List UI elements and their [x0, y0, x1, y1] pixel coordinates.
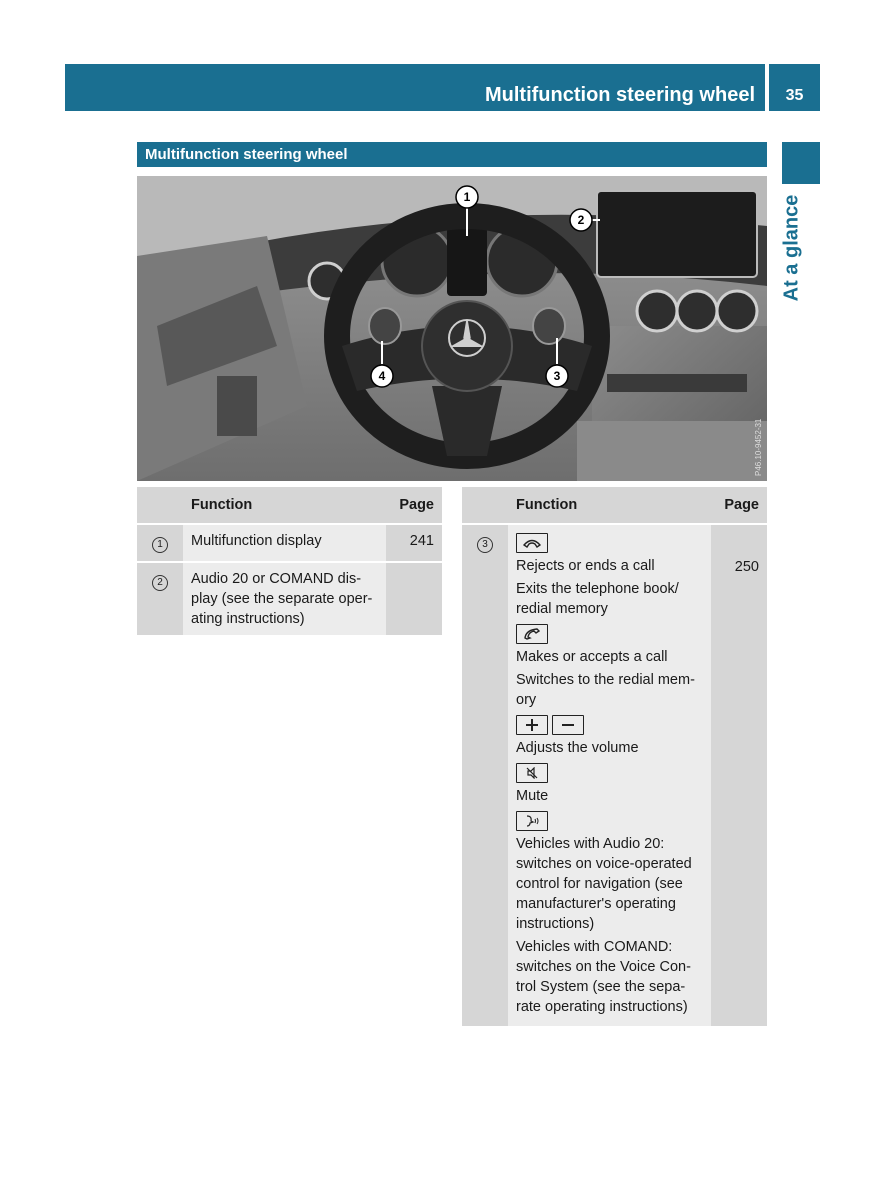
steering-wheel-photo	[137, 176, 767, 481]
header-title: Multifunction steering wheel	[484, 84, 755, 106]
steering-wheel-illustration	[137, 176, 767, 481]
function-text: Exits the telephone book/ redial memory	[516, 581, 679, 617]
section-title: Multifunction steering wheel	[145, 146, 348, 163]
header-bar	[65, 64, 765, 111]
col-header-function: Function	[183, 487, 386, 524]
voice-control-icon	[516, 811, 548, 831]
function-text: Audio 20 or COMAND dis-play (see the separate oper-ating instructions)	[183, 562, 386, 636]
side-tab-label: At a glance	[780, 194, 803, 302]
page-ref	[386, 562, 442, 636]
function-text: Mute	[516, 788, 549, 804]
table-row	[462, 524, 767, 1027]
figure-code: P46.10-9452-31	[754, 418, 763, 476]
page-ref: 241	[386, 524, 442, 562]
table-row	[137, 524, 442, 562]
function-text: Makes or accepts a call	[516, 649, 668, 665]
callout-number: 1	[152, 537, 168, 553]
col-header-num	[137, 487, 183, 524]
svg-text:2: 2	[577, 213, 585, 227]
plus-icon	[516, 715, 548, 735]
section-bar	[137, 142, 767, 167]
function-text: Adjusts the volume	[516, 740, 639, 756]
callout-number: 2	[152, 575, 168, 591]
function-table-left	[137, 487, 442, 637]
svg-text:3: 3	[553, 369, 561, 383]
function-text: Switches to the redial mem-ory	[516, 672, 695, 708]
phone-icon	[516, 624, 548, 644]
table-row	[137, 562, 442, 636]
col-header-function: Function	[508, 487, 711, 524]
callout-number: 3	[477, 537, 493, 553]
function-text: Rejects or ends a call	[516, 558, 655, 574]
svg-text:4: 4	[378, 369, 386, 383]
col-header-page: Page	[711, 487, 767, 524]
svg-text:1: 1	[463, 190, 471, 204]
minus-icon	[552, 715, 584, 735]
hang-up-icon	[516, 533, 548, 553]
function-text: Vehicles with COMAND: switches on the Voice Con-trol System (see the sepa-rate operating instructions)	[516, 939, 691, 1015]
page-number: 35	[769, 64, 820, 111]
col-header-num	[462, 487, 508, 524]
function-cell	[508, 524, 711, 1027]
col-header-page: Page	[386, 487, 442, 524]
function-text: Vehicles with Audio 20: switches on voice-operated control for navigation (see manufacturer's operating instructions)	[516, 836, 692, 932]
function-text: Multifunction display	[183, 524, 386, 562]
side-tab-marker	[782, 142, 820, 184]
page-ref: 250	[711, 524, 767, 1027]
mute-icon	[516, 763, 548, 783]
function-table-right	[462, 487, 767, 1028]
